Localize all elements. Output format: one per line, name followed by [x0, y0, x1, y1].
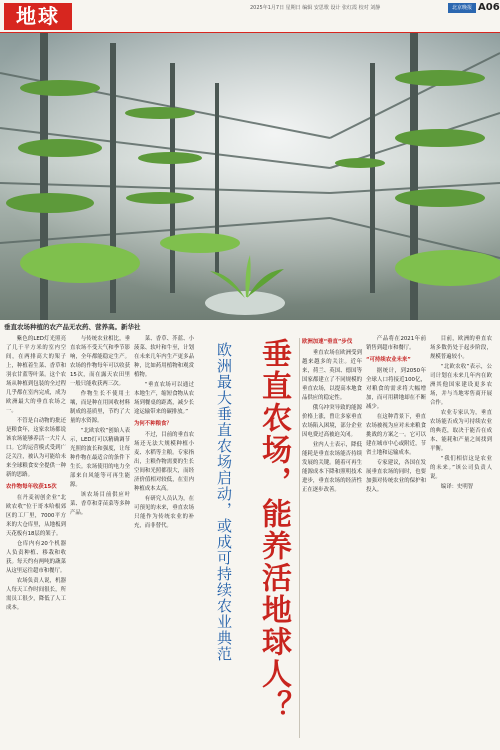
edition-badge: 北京晚报 — [448, 3, 476, 13]
paragraph: 在丹麦初创企业“北欧农收”位于哥本哈根郊区的工厂里，7000平方米的大仓库里，从地板到天花板有18层的架子。 — [6, 495, 66, 537]
subheading: 为何不种粮食？ — [134, 421, 172, 427]
paragraph: 编译：史明智 — [440, 484, 474, 490]
paragraph: “垂直农场可以通过本地生产，缩短食物从农场到餐桌的距离，减少长途运输带来的碳排放。” — [134, 382, 194, 415]
headline-block — [197, 338, 297, 746]
paragraph: 垂直农场在欧洲受到越来越多的关注。近年来，荷兰、英国、德国等国家都建立了不同规模的垂直农场，以提高本地食品供应的稳定性。 — [302, 350, 362, 401]
paragraph: “我们相信这是农业的未来。”该公司负责人说。 — [430, 456, 492, 480]
paragraph: 仓库内有20个机器人负责种植、移栽和收获。每天约有两吨的蔬菜从这里运往超市和餐厅。 — [6, 541, 66, 574]
paragraph: 不管是白动物的批还是粮食年，这家农场都说该农场能够养活一大片人口。它的运营模式受到广泛关注，被认为可能给未来全球粮食安全提供一种新的思路。 — [6, 418, 66, 478]
paragraph: 菜、香草、芥蓝、小菠菜、软叶和牛至，计划在未来几年内生产更多品种，比如药用植物和观赏植物。 — [134, 336, 194, 378]
article-column-2 — [70, 335, 130, 745]
paragraph: 专家建议，各国在发展垂直农场的同时，也要加强对传统农业的保护和投入。 — [366, 460, 426, 493]
headline-title: 垂直农场，能养活地球人？ — [256, 338, 291, 722]
paragraph: 农业专家认为，垂直农场能否成为可持续农业的典范，取决于能否在成本、能耗和产量之间找到平衡。 — [430, 410, 492, 452]
subheading: “可持续农业未来” — [366, 357, 411, 363]
paragraph: 该农场目前供应叶菜、香草和芽苗菜等多种产品。 — [70, 492, 130, 516]
article-column-6 — [430, 335, 492, 745]
subheading: 农作物每年收获15次 — [6, 484, 57, 490]
paragraph: 不过，目前的垂直农场还无法大规模种植小麦、水稻等主粮。专家指出，主粮作物需要的生长空间和光照都很大，而经济价值相对较低，在室内种植成本太高。 — [134, 432, 194, 492]
paragraph: 与传统农业相比，垂直农场不受天气和季节影响，全年都能稳定生产。农场的作物每年可以收获15次，而在露天农田里一般只能收获两三次。 — [70, 336, 130, 387]
column-divider — [299, 338, 300, 738]
paragraph: 紫色的LED灯光照亮了几千平方米的室内空间，在两排高大的架子上，种植着生菜、香草和羽衣甘蓝等叶菜。这个农场从种植到包装的全过程几乎都在室内完成，成为欧洲最大的垂直农场之一。 — [6, 336, 66, 414]
article-column-5 — [366, 335, 426, 745]
subheading: 欧洲加速“垂直”步伐 — [302, 339, 353, 345]
article-column-4 — [302, 335, 362, 745]
paragraph: 作物生长不使用土壤，而是种在用回收材料制成的基质里，节约了大量的水资源。 — [70, 391, 130, 424]
page-header — [0, 0, 500, 34]
paragraph: 产品将在2021年前销售到超市和餐厅。 — [366, 336, 426, 351]
paragraph: 俄乌冲突导致的能源价格上涨，曾让多家垂直农场陷入困境，部分企业因电费过高被迫关闭。 — [302, 405, 362, 438]
paragraph: 据统计，到2050年全球人口将接近100亿，对粮食的需求将大幅增加，而可用耕地却在不断减少。 — [366, 368, 426, 410]
section-label: 地球 — [4, 3, 72, 30]
headline-subtitle: 欧洲最大垂直农场启动，或成可持续农业典范 — [215, 342, 233, 662]
paragraph: 在这种背景下，垂直农场被视为应对未来粮食挑战的方案之一。它可以建在城市中心或附近，节省土地和运输成本。 — [366, 414, 426, 456]
paragraph: “北欧农收”创始人表示，LED灯可以精确调节光照的波长和强度，让每种作物在最适合的条件下生长。农场使用的电力全部来自风能等可再生能源。 — [70, 428, 130, 488]
article-column-3 — [134, 335, 194, 745]
paragraph: “北欧农收”表示，公司计划在未来几年内在欧洲其他国家建设更多农场，并与当地零售商开展合作。 — [430, 364, 492, 406]
paragraph: 业内人士表示，降低能耗是垂直农场能否持续发展的关键。随着可再生能源成本下降和照明技术进步，垂直农场的经济性正在逐步改善。 — [302, 442, 362, 493]
paragraph: 目前，欧洲的垂直农场多数仍处于起步阶段，规模普遍较小。 — [430, 336, 492, 360]
issue-meta: 2025年1月7日 星期日 编辑 安思歌 设计 张红霞 校对 刘静 — [250, 5, 381, 11]
page-number: A06 — [478, 2, 500, 13]
paragraph: 农场负责人说，机器人每天工作时间很长，所需员工很少，降低了人工成本。 — [6, 578, 66, 611]
photo-caption: 垂直农场种植的农产品无农药、营养高。新华社 — [4, 323, 141, 331]
paragraph: 有研究人员认为，在可预见的未来，垂直农场只能作为传统农业的补充，而非替代。 — [134, 496, 194, 529]
article-column-1 — [6, 335, 66, 745]
greenhouse-photo — [0, 33, 500, 320]
